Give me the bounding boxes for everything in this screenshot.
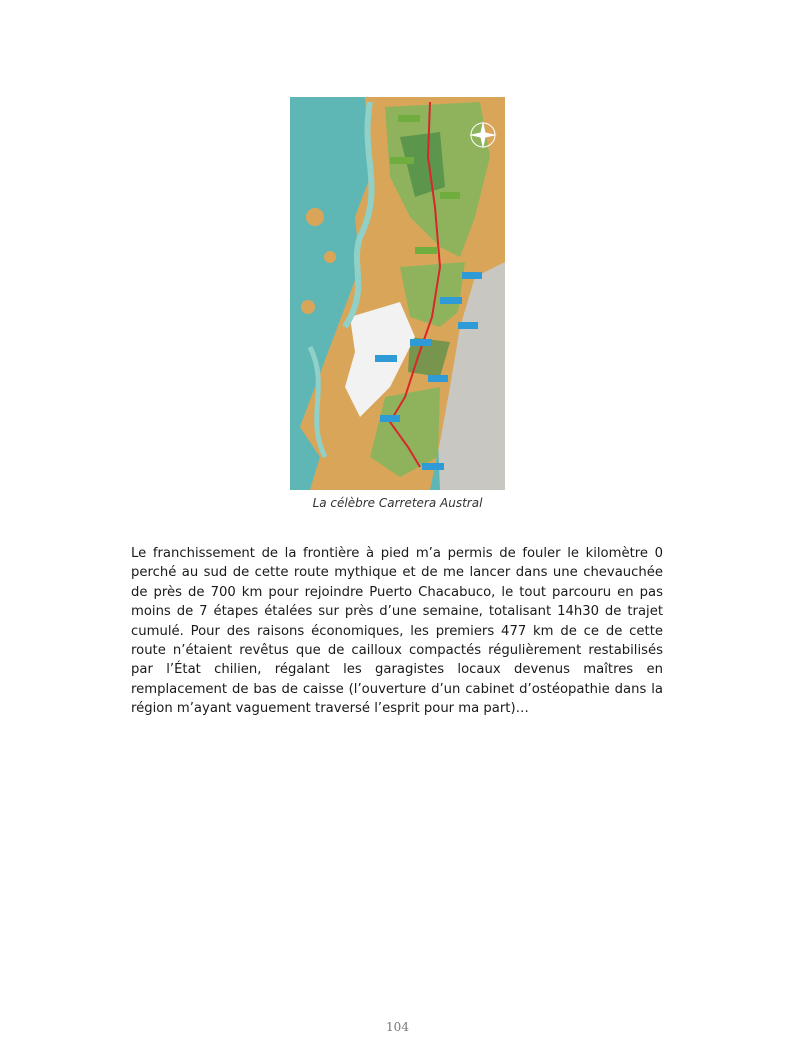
map-label bbox=[415, 247, 437, 254]
map-label bbox=[375, 355, 397, 362]
map-label bbox=[440, 297, 462, 304]
map-label bbox=[462, 272, 482, 279]
map-label bbox=[410, 339, 432, 346]
map-label bbox=[398, 115, 420, 122]
map-label bbox=[390, 157, 414, 164]
figure-caption: La célèbre Carretera Austral bbox=[312, 496, 483, 510]
map-label bbox=[458, 322, 478, 329]
map-label bbox=[440, 192, 460, 199]
map-label bbox=[380, 415, 400, 422]
map-island bbox=[301, 300, 315, 314]
map-island bbox=[306, 208, 324, 226]
page-number: 104 bbox=[386, 1020, 409, 1034]
body-paragraph: Le franchissement de la frontière à pied m’a permis de fouler le kilomètre 0 perché au sud de cette route mythique et de me lancer dans une chevauchée de près de 700 km pour rejoindre Puerto Chacabuco, le tout parcouru en pas moins de 7 étapes étalées sur près d’une semaine, totalisant 14h30 de trajet cumulé. Pour des raisons économiques, les premiers 477 km de ce de cette route n’étaient revêtus que de cailloux compactés régulièrement restabilisés par l’État chilien, régalant les garagistes locaux devenus maîtres en remplacement de bas de caisse (l’ouverture d’un cabinet d’ostéopathie dans la région m’ayant vaguement traversé l’esprit pour ma part)… bbox=[131, 546, 663, 717]
map-label bbox=[422, 463, 444, 470]
map-figure bbox=[290, 97, 505, 490]
carretera-austral-map bbox=[290, 97, 505, 490]
map-island bbox=[324, 251, 336, 263]
map-label bbox=[428, 375, 448, 382]
